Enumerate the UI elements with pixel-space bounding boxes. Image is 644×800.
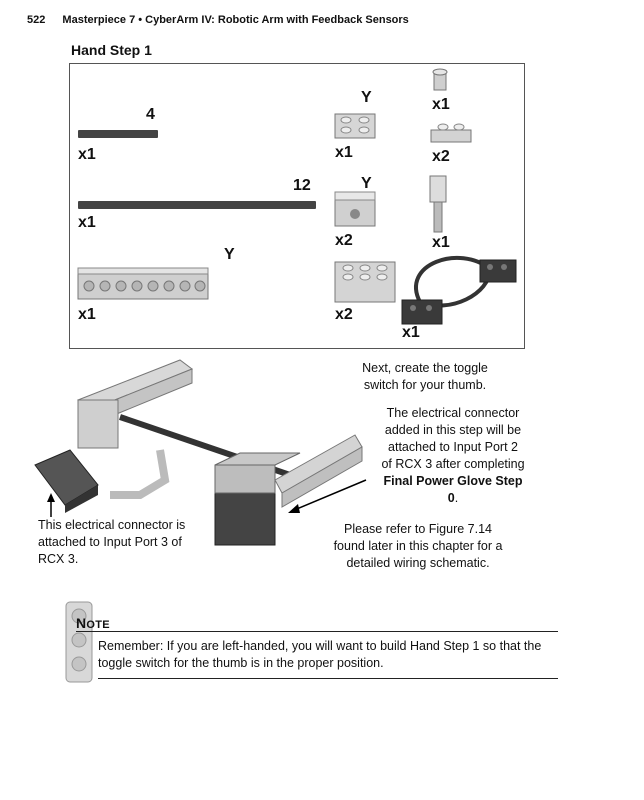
plate-1x2-part [431, 124, 471, 142]
touch-sensor-left [35, 450, 98, 513]
pin-connector-part [430, 176, 446, 232]
refer-callout: Please refer to Figure 7.14 found later in this chapter for a detailed wiring schematic. [333, 522, 503, 570]
step-title: Hand Step 1 [71, 42, 152, 58]
bush-part [433, 69, 447, 90]
axle-4-length: 4 [146, 106, 155, 123]
page-number: 522 [27, 14, 46, 26]
note-body: Remember: If you are left-handed, you will want to build Hand Step 1 so that the toggle switch for the thumb is in the proper position. [98, 639, 542, 670]
beam-8-qty: x1 [78, 306, 96, 323]
parts-illustration [70, 64, 526, 350]
brick-1x2-hole-color: Y [361, 175, 372, 192]
axle-12-qty: x1 [78, 214, 96, 231]
plate-1x2-qty: x2 [432, 148, 450, 165]
note-brick-icon [62, 598, 96, 686]
axle-12-part [78, 201, 316, 209]
running-header [27, 14, 409, 26]
brick-2x3-qty: x2 [335, 306, 353, 323]
axle-12-length: 12 [293, 177, 311, 194]
axle-4-part [78, 130, 158, 138]
brick-1x2-hole-qty: x2 [335, 232, 353, 249]
running-title: Masterpiece 7 • CyberArm IV: Robotic Arm with Feedback Sensors [62, 14, 409, 26]
parts-list-box [69, 63, 525, 349]
toggle-arm [110, 450, 165, 495]
note-title: NOTE [76, 615, 110, 631]
connector-callout: The electrical connector added in this step will be attached to Input Port 2 of RCX 3 after completing Final Power Glove Step 0. [381, 406, 525, 505]
right-beam [275, 435, 362, 507]
plate-2x2-color: Y [361, 89, 372, 106]
beam-8-color: Y [224, 246, 235, 263]
note-bottom-rule [98, 678, 558, 679]
next-callout: Next, create the toggle switch for your thumb. [362, 361, 488, 392]
touch-sensor-cable-qty: x1 [402, 324, 420, 341]
port3-callout: This electrical connector is attached to Input Port 3 of RCX 3. [38, 518, 186, 566]
note-top-rule [76, 631, 558, 632]
plate-2x2-qty: x1 [335, 144, 353, 161]
brick-1x2-hole-part [335, 192, 375, 226]
touch-sensor-cable-part [402, 258, 516, 324]
axle-4-qty: x1 [78, 146, 96, 163]
bush-qty: x1 [432, 96, 450, 113]
pin-connector-qty: x1 [432, 234, 450, 251]
plate-2x2-part [335, 114, 375, 138]
brick-2x3-part [335, 262, 395, 302]
beam-8-part [78, 268, 208, 299]
